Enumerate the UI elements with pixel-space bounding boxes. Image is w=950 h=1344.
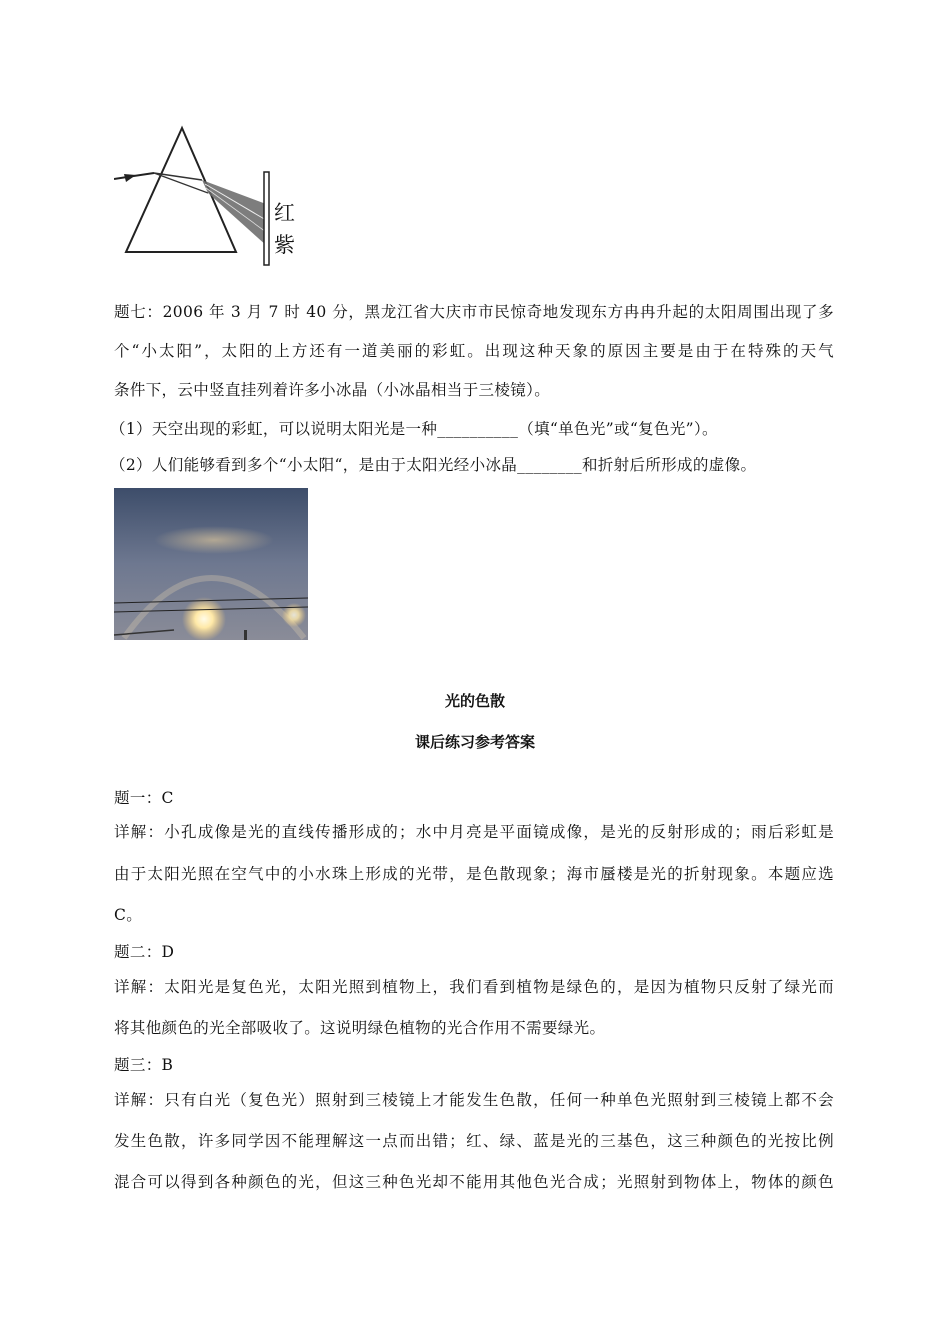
halo-arc [154, 526, 274, 554]
q7-line: 题七：2006 年 3 月 7 时 40 分，黑龙江省大庆市市民惊奇地发现东方冉冉升起的太阳周围出现了多 [114, 303, 834, 321]
sun [182, 597, 226, 640]
pole [244, 630, 247, 640]
q7-subquestion-2: （2）人们能够看到多个“小太阳“，是由于太阳光经小冰晶________和折射后所形成的虚像。 [110, 456, 757, 474]
parhelion [282, 603, 306, 627]
answer-subtitle: 课后练习参考答案 [414, 733, 535, 751]
answer-q1: 题一：C [114, 789, 174, 807]
answer-q3: 题三：B [114, 1056, 174, 1074]
ray-arrow-icon [124, 174, 136, 182]
q7-line: 条件下，云中竖直挂列着许多小冰晶（小冰晶相当于三棱镜）。 [114, 381, 551, 399]
answer-line: 将其他颜色的光全部吸收了。这说明绿色植物的光合作用不需要绿光。 [114, 1019, 606, 1037]
label-purple: 紫 [274, 233, 295, 257]
answer-line: 发生色散，许多同学因不能理解这一点而出错；红、绿、蓝是光的三基色，这三种颜色的光按比例 [114, 1132, 834, 1150]
refracted-ray-inside-lower [154, 173, 208, 193]
answer-line: 详解：只有白光（复色光）照射到三棱镜上才能发生色散，任何一种单色光照射到三棱镜上都不会 [114, 1091, 834, 1109]
label-red: 红 [274, 201, 295, 225]
answer-line: C。 [114, 906, 143, 924]
refracted-ray-inside [154, 173, 202, 180]
answer-line: 详解：太阳光是复色光，太阳光照到植物上，我们看到植物是绿色的，是因为植物只反射了绿光而 [114, 978, 834, 996]
answer-line: 详解：小孔成像是光的直线传播形成的；水中月亮是平面镜成像，是光的反射形成的；雨后彩虹是 [114, 823, 834, 841]
sun-halo-photo [114, 488, 308, 640]
answer-title: 光的色散 [444, 692, 505, 710]
screen [264, 172, 269, 265]
prism-dispersion-figure [114, 120, 304, 270]
answer-line: 由于太阳光照在空气中的小水珠上形成的光带，是色散现象；海市蜃楼是光的折射现象。本题应选 [114, 865, 834, 883]
q7-line: 个“小太阳”，太阳的上方还有一道美丽的彩虹。出现这种天象的原因主要是由于在特殊的天气 [114, 342, 834, 360]
answer-q2: 题二：D [114, 943, 175, 961]
answer-line: 混合可以得到各种颜色的光，但这三种色光却不能用其他色光合成；光照射到物体上，物体的颜色 [114, 1173, 834, 1191]
dispersed-spectrum [202, 180, 267, 246]
q7-subquestion-1: （1）天空出现的彩虹，可以说明太阳光是一种__________（填“单色光”或“复色光”）。 [110, 420, 718, 438]
